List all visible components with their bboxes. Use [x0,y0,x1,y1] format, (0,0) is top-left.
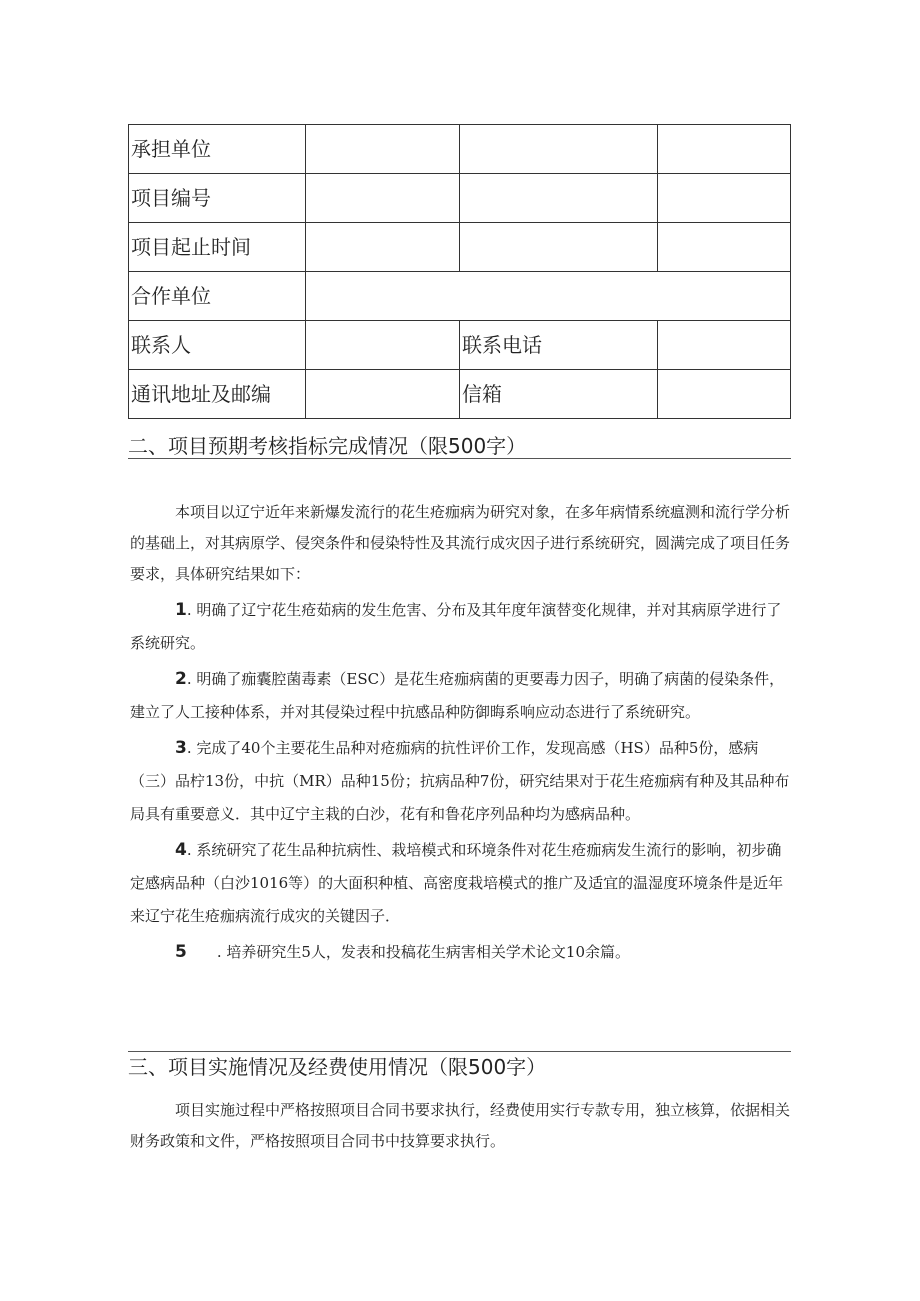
value-cell [306,370,460,419]
section3-body [130,1095,792,1157]
item-text: . 明确了辽宁花生疮茹病的发生危害、分布及其年度年演替变化规律，并对其病原学进行了系统研究。 [130,601,782,652]
section3-paragraph: 项目实施过程中严格按照项目合同书要求执行，经费使用实行专款专用，独立核算，依据相关财务政策和文件，严格按照项目合同书中技算要求执行。 [130,1101,791,1150]
section2-body [130,497,792,969]
label-address-postcode: 通讯地址及邮编 [129,370,306,419]
label-cooperating-unit: 合作单位 [129,272,306,321]
value-cell [460,223,658,272]
item-number: 5 [175,942,187,962]
label-mailbox: 信箱 [460,370,658,419]
result-item-1 [130,594,792,660]
item-text: . 培养研究生5人，发表和投稿花生病害相关学术论文10余篇。 [216,943,631,961]
label-contact-person: 联系人 [129,321,306,370]
value-cell [306,272,791,321]
result-item-4 [130,834,792,933]
label-project-number: 项目编号 [129,174,306,223]
table-row [129,125,791,174]
value-cell [658,174,791,223]
result-item-3 [130,732,792,831]
table-row [129,174,791,223]
label-project-period: 项目起止时间 [129,223,306,272]
result-item-2 [130,663,792,729]
item-number: 3 [175,738,187,758]
item-number: 2 [175,669,187,689]
value-cell [460,174,658,223]
value-cell [460,125,658,174]
table-row [129,370,791,419]
value-cell [658,125,791,174]
table-row [129,223,791,272]
section2-heading: 二、项目预期考核指标完成情况（限500字） [128,434,527,458]
table-row [129,321,791,370]
value-cell [658,370,791,419]
section2-rule [128,458,791,459]
item-number: 1 [175,600,187,620]
value-cell [306,223,460,272]
project-info-table [128,124,791,419]
section3-rule [128,1051,791,1052]
section3-heading: 三、项目实施情况及经费使用情况（限500字） [128,1055,547,1079]
table-row [129,272,791,321]
item-number: 4 [175,840,187,860]
intro-paragraph: 本项目以辽宁近年来新爆发流行的花生疮痂病为研究对象，在多年病情系统瘟测和流行学分析的基础上，对其病原学、侵突条件和侵染特性及其流行成灾因子进行系统研究，圆满完成了项目任务要求，具体研究结果如下： [130,503,791,583]
value-cell [658,223,791,272]
item-text: . 系统研究了花生品种抗病性、栽培模式和环境条件对花生疮痂病发生流行的影响，初步确定感病品种（白沙1016等）的大面积种植、高密度栽培模式的推广及适宜的温湿度环境条件是近年来辽宁花生疮痂病流行成灾的关键因子． [130,841,784,925]
item-text: . 明确了痂囊腔菌毒素（ESC）是花生疮痂病菌的更要毒力因子，明确了病菌的侵染条件，建立了人工接种体系，并对其侵染过程中抗感品种防御晦系响应动态进行了系统研究。 [130,670,785,721]
value-cell [306,125,460,174]
item-text: . 完成了40个主要花生品种对疮痂病的抗性评价工作，发现高感（HS）品种5份，感病（三）品柠13份，中抗（MR）品种15份；抗病品种7份，研究结果对于花生疮痂病有种及其品种布局具有重要意义．其中辽宁主栽的白沙，花有和鲁花序列品种均为感病品种。 [130,739,790,823]
value-cell [306,174,460,223]
label-undertaking-unit: 承担单位 [129,125,306,174]
label-contact-phone: 联系电话 [460,321,658,370]
result-item-5 [130,936,792,969]
value-cell [658,321,791,370]
value-cell [306,321,460,370]
